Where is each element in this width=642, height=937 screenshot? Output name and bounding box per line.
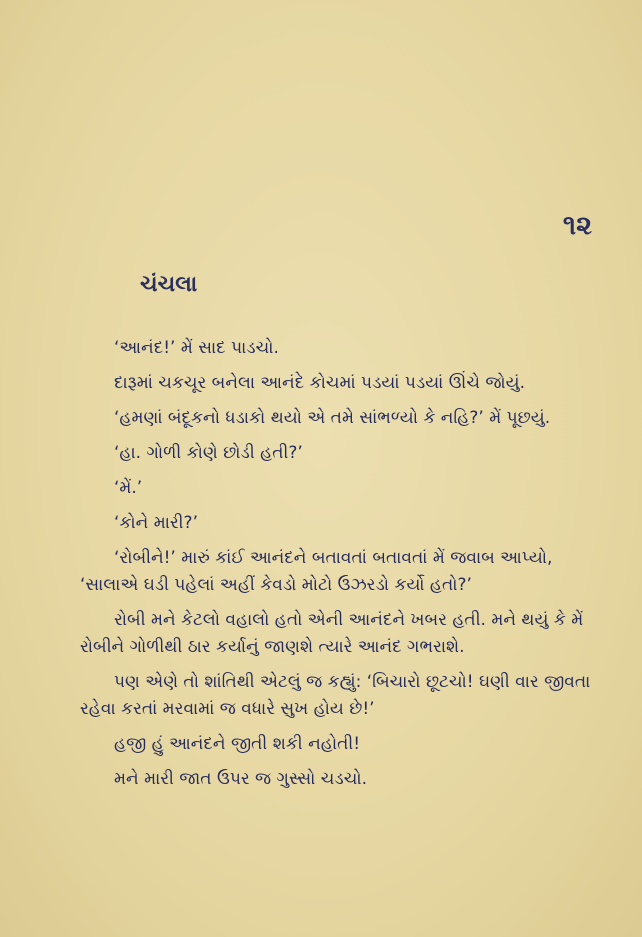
- paragraph: ‘કોને મારી?’: [114, 513, 198, 533]
- paragraph: ‘હા. ગોળી કોણે છોડી હતી?’: [114, 443, 303, 463]
- paragraph: હજી હું આનંદને જીતી શકી નહોતી!: [114, 734, 361, 754]
- paragraph: ‘હમણાં બંદૂકનો ધડાકો થયો એ તમે સાંભળ્યો કે નહિ?’ મેં પૂછયું.: [114, 408, 551, 428]
- paragraph: રોબી મને કેટલો વહાલો હતો એની આનંદને ખબર હતી. મને થયું કે મેં રોબીને ગોળીથી ઠાર કર્યાનું જાણશે ત્યારે આનંદ ગભરાશે.: [80, 610, 584, 657]
- paragraph: દારૂમાં ચકચૂર બનેલા આનંદે કોચમાં પડયાં પડયાં ઊંચે જોયું.: [114, 373, 525, 393]
- chapter-body: [80, 335, 600, 801]
- paragraph: ‘મેં.’: [114, 478, 143, 498]
- paragraph: પણ એણે તો શાંતિથી એટલું જ કહ્યું: ‘બિચારો છૂટચો! ઘણી વાર જીવતા રહેવા કરતાં મરવામાં જ વધારે સુખ હોય છે!’: [80, 672, 591, 719]
- paragraph: ‘રોબીને!’ મારું કાંઈ આનંદને બતાવતાં બતાવતાં મેં જવાબ આપ્યો, ‘સાલાએ ઘડી પહેલાં અહીં કેવડો મોટો ઉઝરડો કર્યો હતો?’: [80, 548, 553, 595]
- chapter-title: ચંચલા: [140, 272, 198, 297]
- paragraph: મને મારી જાત ઉપર જ ગુસ્સો ચડચો.: [114, 769, 367, 789]
- chapter-number: ૧૨: [562, 210, 592, 241]
- paragraph: ‘આનંદ!’ મેં સાદ પાડચો.: [114, 338, 279, 358]
